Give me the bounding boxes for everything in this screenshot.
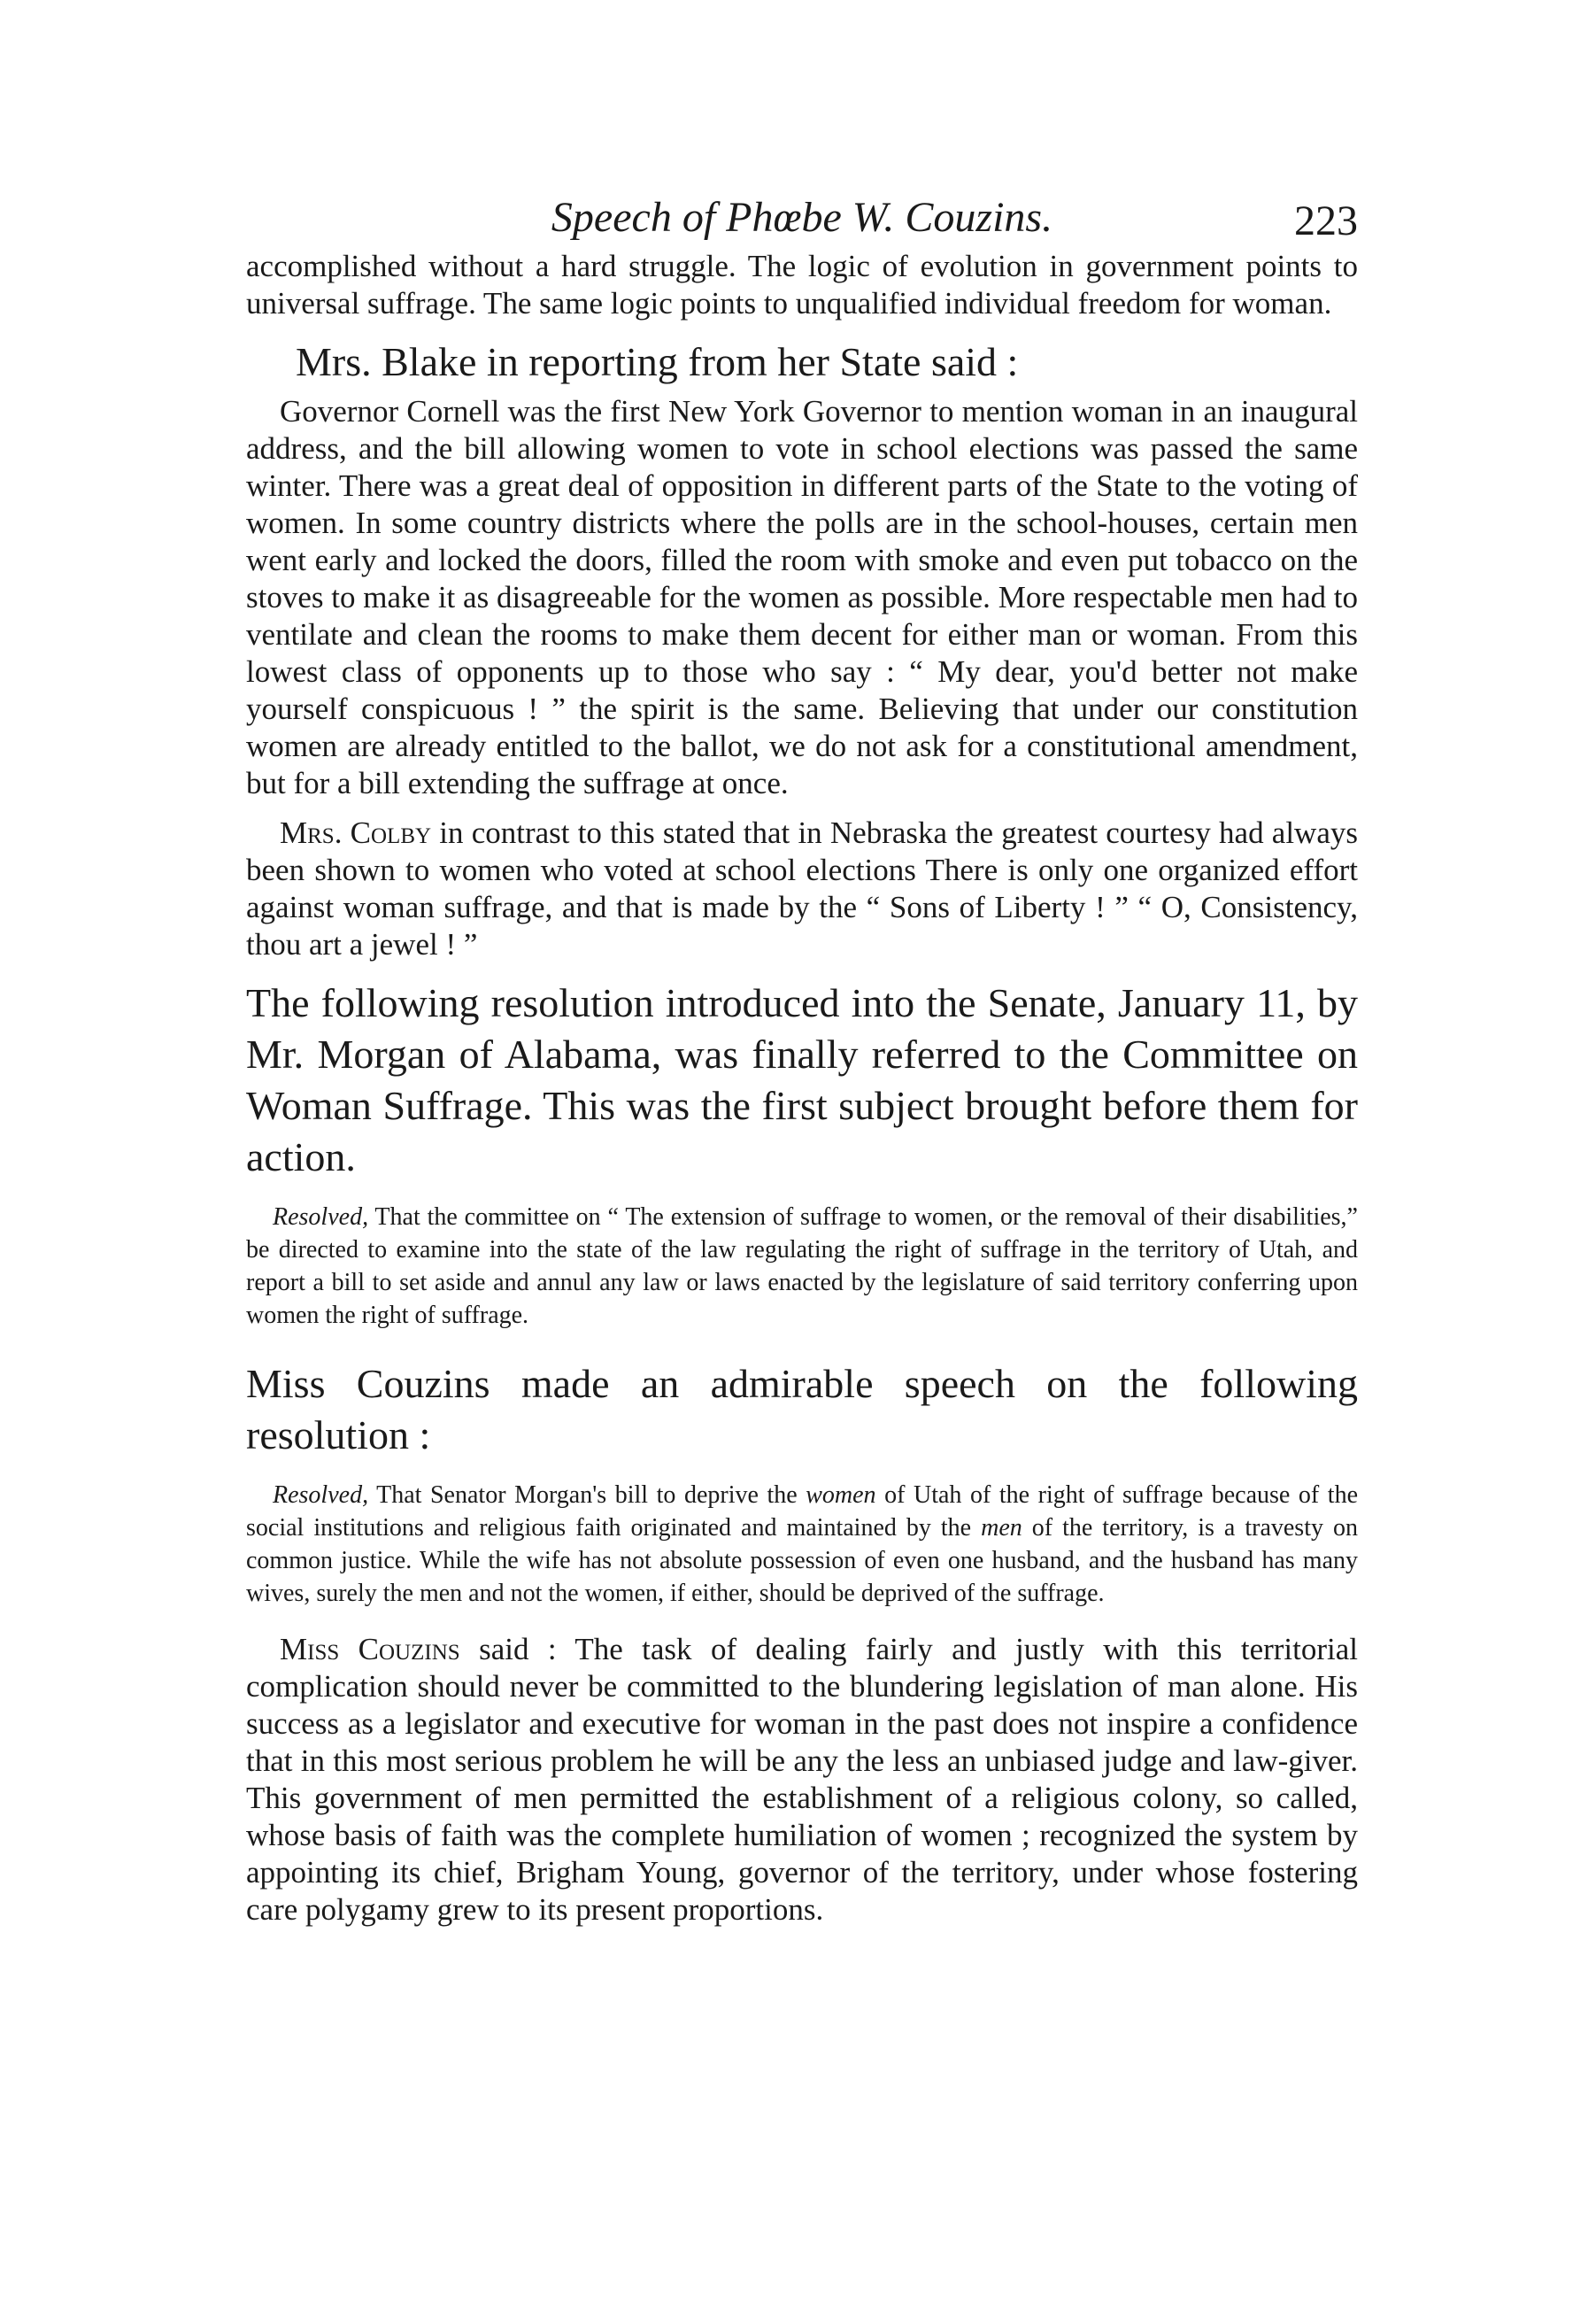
speaker-couzins: Miss Couzins bbox=[280, 1632, 460, 1666]
resolution-morgan-text: That the committee on “ The extension of suffrage to women, or the removal of their disabilities,” be directed to examine into the state of the law regulating the right of suffrage in the territory of Utah, and report a bill to set aside and annul any law or laws enacted by the legislature of said territory conferring upon women the right of suffrage. bbox=[246, 1203, 1358, 1329]
page-number: 223 bbox=[1294, 197, 1358, 244]
speaker-colby: Mrs. Colby bbox=[280, 815, 432, 850]
paragraph-colby bbox=[246, 815, 1358, 963]
paragraph-blake-report: Governor Cornell was the first New York Governor to mention woman in an inaugural address, and the bill allowing women to vote in school elections was passed the same winter. There was a great deal of opposition in different parts of the State to the voting of women. In some country districts where the polls are in the school-houses, certain men went early and locked the doors, filled the room with smoke and even put tobacco on the stoves to make it as disagreeable for the women as possible. More respectable men had to ventilate and clean the rooms to make them decent for either man or woman. From this lowest class of opponents up to those who say : “ My dear, you'd better not make yourself conspicuous ! ” the spirit is the same. Believing that under our constitution women are already entitled to the ballot, we do not ask for a constitutional amendment, but for a bill extending the suffrage at once. bbox=[246, 394, 1358, 800]
emphasis-men: men bbox=[981, 1514, 1022, 1542]
paragraph-continuation: accomplished without a hard struggle. The logic of evolution in government points to universal suffrage. The same logic points to unqualified individual freedom for woman. bbox=[246, 249, 1358, 321]
resolution-couzins-text-b: of Utah of the right of suffrage because of the social institutions and religious faith originated and maintained by the bbox=[246, 1481, 1358, 1542]
paragraph-couzins-speech bbox=[246, 1631, 1358, 1928]
paragraph-couzins-text: said : The task of dealing fairly and justly with this territorial complication should never be committed to the blundering legislation of man alone. His success as a legislator and executive for woman in the past does not inspire a confidence that in this most serious problem he will be any the less an unbiased judge and law-giver. This government of men permitted the establishment of a religious colony, so called, whose basis of faith was the complete humiliation of women ; recognized the system by appointing its chief, Brigham Young, governor of the territory, under whose fostering care polygamy grew to its present proportions. bbox=[246, 1632, 1358, 1927]
book-page bbox=[246, 177, 1358, 1928]
emphasis-women: women bbox=[806, 1481, 876, 1509]
lead-in-morgan-resolution: The following resolution introduced into the Senate, January 11, by Mr. Morgan of Alabama, was finally referred to the Committee on Woman Suffrage. This was the first subject brought before them for action. bbox=[246, 980, 1358, 1179]
paragraph-colby-text: in contrast to this stated that in Nebraska the greatest courtesy had always been shown to women who voted at school elections There is only one organized effort against woman suffrage, and that is made by the “ Sons of Liberty ! ” “ O, Consistency, thou art a jewel ! ” bbox=[246, 815, 1358, 962]
resolution-couzins-text-c: of the territory, is a travesty on common justice. While the wife has not absolute possession of even one husband, and the husband has many wives, surely the men and not the women, if either, should be deprived of the suffrage. bbox=[246, 1514, 1358, 1607]
resolved-label: Resolved, bbox=[273, 1481, 369, 1509]
resolved-label: Resolved, bbox=[273, 1203, 369, 1231]
resolution-couzins bbox=[246, 1479, 1358, 1610]
resolution-morgan bbox=[246, 1201, 1358, 1332]
running-title: Speech of Phœbe W. Couzins. bbox=[551, 194, 1053, 241]
resolution-couzins-text-a: That Senator Morgan's bill to deprive the bbox=[368, 1481, 806, 1509]
lead-in-couzins: Miss Couzins made an admirable speech on the following resolution : bbox=[246, 1361, 1358, 1457]
lead-in-blake: Mrs. Blake in reporting from her State said : bbox=[296, 339, 1019, 384]
running-head bbox=[246, 177, 1358, 248]
